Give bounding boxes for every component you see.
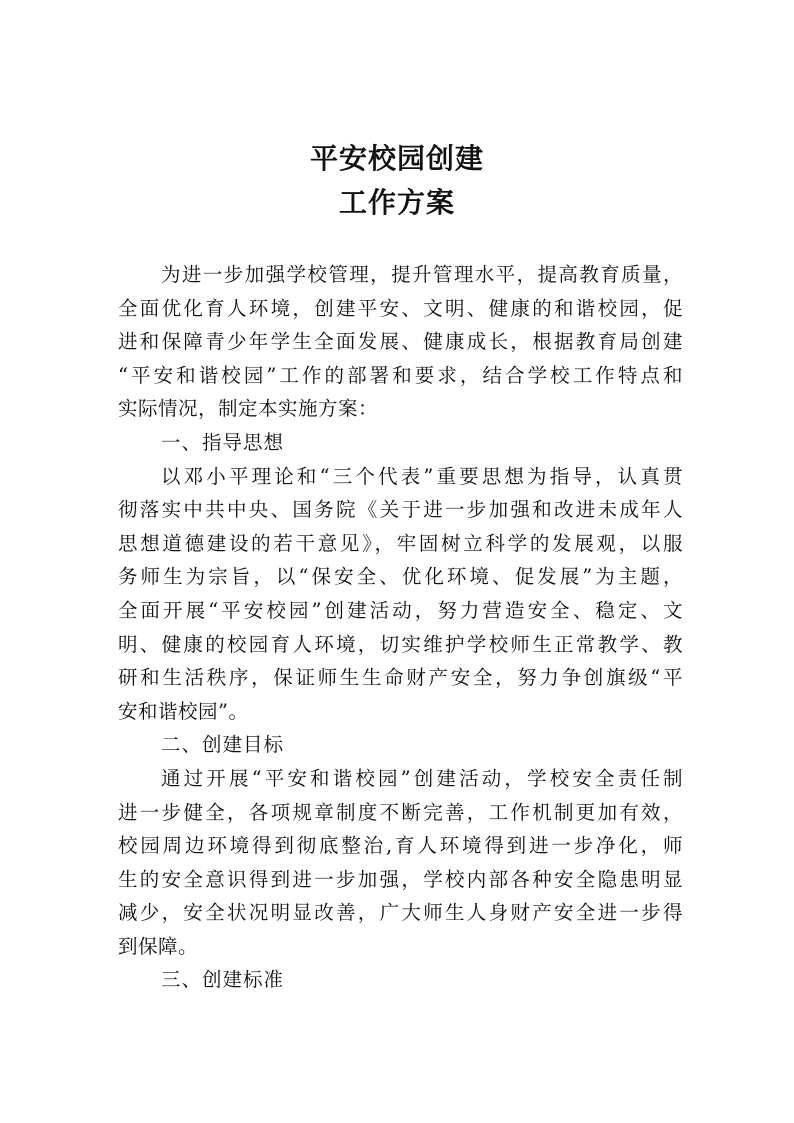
paragraph-line: 进一步健全，各项规章制度不断完善，工作机制更加有效， <box>118 800 683 824</box>
paragraph-line: 进和保障青少年学生全面发展、健康成长，根据教育局创建 <box>118 330 683 354</box>
paragraph-line: 全面优化育人环境，创建平安、文明、健康的和谐校园，促 <box>118 296 683 320</box>
paragraph-line: “平安和谐校园”工作的部署和要求，结合学校工作特点和 <box>118 363 683 387</box>
paragraph-line: 明、健康的校园育人环境，切实维护学校师生正常教学、教 <box>118 632 683 656</box>
guiding-ideology-paragraph <box>118 460 683 729</box>
section-heading-standards: 三、创建标准 <box>161 968 285 992</box>
document-title: 平安校园创建 <box>309 142 484 175</box>
paragraph-line: 减少，安全状况明显改善，广大师生人身财产安全进一步得 <box>118 901 683 925</box>
paragraph-line: 思想道德建设的若干意见》，牢固树立科学的发展观，以服 <box>118 531 683 555</box>
paragraph-line: 安和谐校园”。 <box>118 699 249 723</box>
paragraph-line: 为进一步加强学校管理，提升管理水平，提高教育质量， <box>161 263 683 286</box>
paragraph-line: 到保障。 <box>118 934 199 958</box>
paragraph-line: 实际情况，制定本实施方案： <box>118 397 379 421</box>
paragraph-line: 生的安全意识得到进一步加强，学校内部各种安全隐患明显 <box>118 867 683 891</box>
section-heading-goals: 二、创建目标 <box>161 733 285 757</box>
document-body <box>118 258 683 997</box>
intro-paragraph <box>118 258 683 426</box>
paragraph-line: 全面开展“平安校园”创建活动，努力营造安全、稳定、文 <box>118 598 683 622</box>
document-subtitle: 工作方案 <box>338 186 455 219</box>
paragraph-line: 校园周边环境得到彻底整治,育人环境得到进一步净化，师 <box>118 834 683 858</box>
paragraph-line: 通过开展“平安和谐校园”创建活动，学校安全责任制 <box>161 766 683 790</box>
paragraph-line: 彻落实中共中央、国务院《关于进一步加强和改进未成年人 <box>118 498 683 522</box>
paragraph-line: 研和生活秩序，保证师生生命财产安全，努力争创旗级“平 <box>118 666 683 690</box>
paragraph-line: 以邓小平理论和“三个代表”重要思想为指导，认真贯 <box>161 464 683 488</box>
goals-paragraph <box>118 762 683 964</box>
paragraph-line: 务师生为宗旨，以“保安全、优化环境、促发展”为主题， <box>118 565 683 589</box>
section-heading-guiding-ideology: 一、指导思想 <box>161 430 285 454</box>
